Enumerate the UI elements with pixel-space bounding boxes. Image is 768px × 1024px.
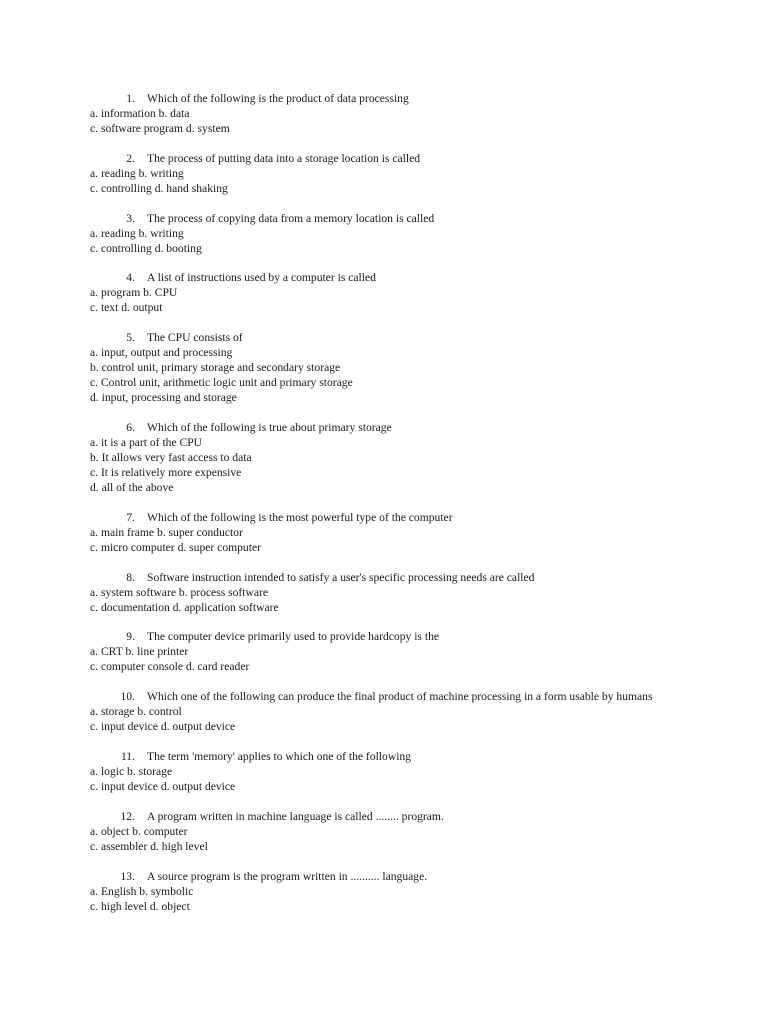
answer-options-line: a. program b. CPU [90,286,178,300]
question-number: 4. [126,271,135,285]
question-stem [90,420,690,435]
question-4 [90,270,690,315]
question-text: The computer device primarily used to provide hardcopy is the [147,630,440,644]
question-number: 3. [126,211,135,225]
question-document [90,91,690,928]
question-number: 7. [126,510,135,524]
question-13 [90,869,690,914]
answer-options-line: a. storage b. control [90,705,182,719]
question-8 [90,570,690,615]
answer-options-line: a. information b. data [90,107,190,120]
question-1 [90,91,690,136]
question-10 [90,689,690,734]
question-text: A list of instructions used by a computer is called [147,271,376,285]
question-stem [90,270,690,285]
question-number: 9. [126,630,135,644]
answer-options-line: c. controlling d. booting [90,241,202,255]
question-stem [90,570,690,585]
answer-options-line: a. input, output and processing [90,346,233,360]
question-stem [90,151,690,166]
question-number: 5. [126,331,135,345]
question-number: 11. [120,749,135,763]
question-text: The process of putting data into a storage location is called [147,151,421,165]
question-9 [90,629,690,674]
answer-options-line: a. CRT b. line printer [90,645,189,659]
question-list [90,91,690,914]
question-text: A program written in machine language is called ........ program. [147,809,444,823]
answer-options-line: b. control unit, primary storage and secondary storage [90,361,341,375]
question-5 [90,330,690,405]
answer-options-line: a. logic b. storage [90,764,173,778]
question-text: Which one of the following can produce the final product of machine processing in a form usable by humans [147,690,653,704]
question-number: 2. [126,151,135,165]
answer-options-line: a. object b. computer [90,824,188,838]
answer-options-line: c. controlling d. hand shaking [90,181,228,195]
question-7 [90,510,690,555]
answer-options-line: c. assembler d. high level [90,839,208,853]
answer-options-line: c. micro computer d. super computer [90,540,261,554]
answer-options-line: c. software program d. system [90,122,230,135]
question-number: 12. [120,809,135,823]
answer-options-line: c. input device d. output device [90,779,236,793]
question-stem [90,629,690,644]
question-text: Software instruction intended to satisfy a user's specific processing needs are called [147,570,535,584]
answer-options-line: c. documentation d. application software [90,600,279,614]
answer-options-line: c. computer console d. card reader [90,660,250,674]
question-stem [90,749,690,764]
question-stem [90,510,690,525]
question-text: Which of the following is the product of data processing [147,92,409,105]
answer-options-line: a. reading b. writing [90,166,184,180]
question-stem [90,91,690,106]
question-6 [90,420,690,495]
answer-options-line: c. high level d. object [90,899,190,913]
answer-options-line: c. Control unit, arithmetic logic unit and primary storage [90,376,353,390]
question-text: The term 'memory' applies to which one of the following [147,749,412,763]
question-text: A source program is the program written in .......... language. [147,869,428,883]
answer-options-line: a. main frame b. super conductor [90,525,243,539]
answer-options-line: c. text d. output [90,301,163,315]
answer-options-line: b. It allows very fast access to data [90,450,252,464]
question-stem [90,211,690,226]
answer-options-line: d. input, processing and storage [90,391,237,405]
answer-options-line: d. all of the above [90,480,174,494]
answer-options-line: a. English b. symbolic [90,884,194,898]
question-number: 1. [126,92,135,105]
question-2 [90,151,690,196]
question-3 [90,211,690,256]
answer-options-line: a. system software b. process software [90,585,269,599]
question-number: 10. [120,690,135,704]
question-text: The process of copying data from a memory location is called [147,211,435,225]
question-number: 6. [126,420,135,434]
question-text: The CPU consists of [147,331,243,345]
question-text: Which of the following is the most powerful type of the computer [147,510,453,524]
answer-options-line: a. reading b. writing [90,226,184,240]
question-12 [90,809,690,854]
question-stem [90,809,690,824]
question-stem [90,330,690,345]
question-stem [90,689,690,704]
answer-options-line: a. it is a part of the CPU [90,435,203,449]
question-number: 13. [120,869,135,883]
question-stem [90,869,690,884]
answer-options-line: c. It is relatively more expensive [90,465,242,479]
question-number: 8. [126,570,135,584]
answer-options-line: c. input device d. output device [90,720,236,734]
question-text: Which of the following is true about primary storage [147,420,392,434]
question-11 [90,749,690,794]
